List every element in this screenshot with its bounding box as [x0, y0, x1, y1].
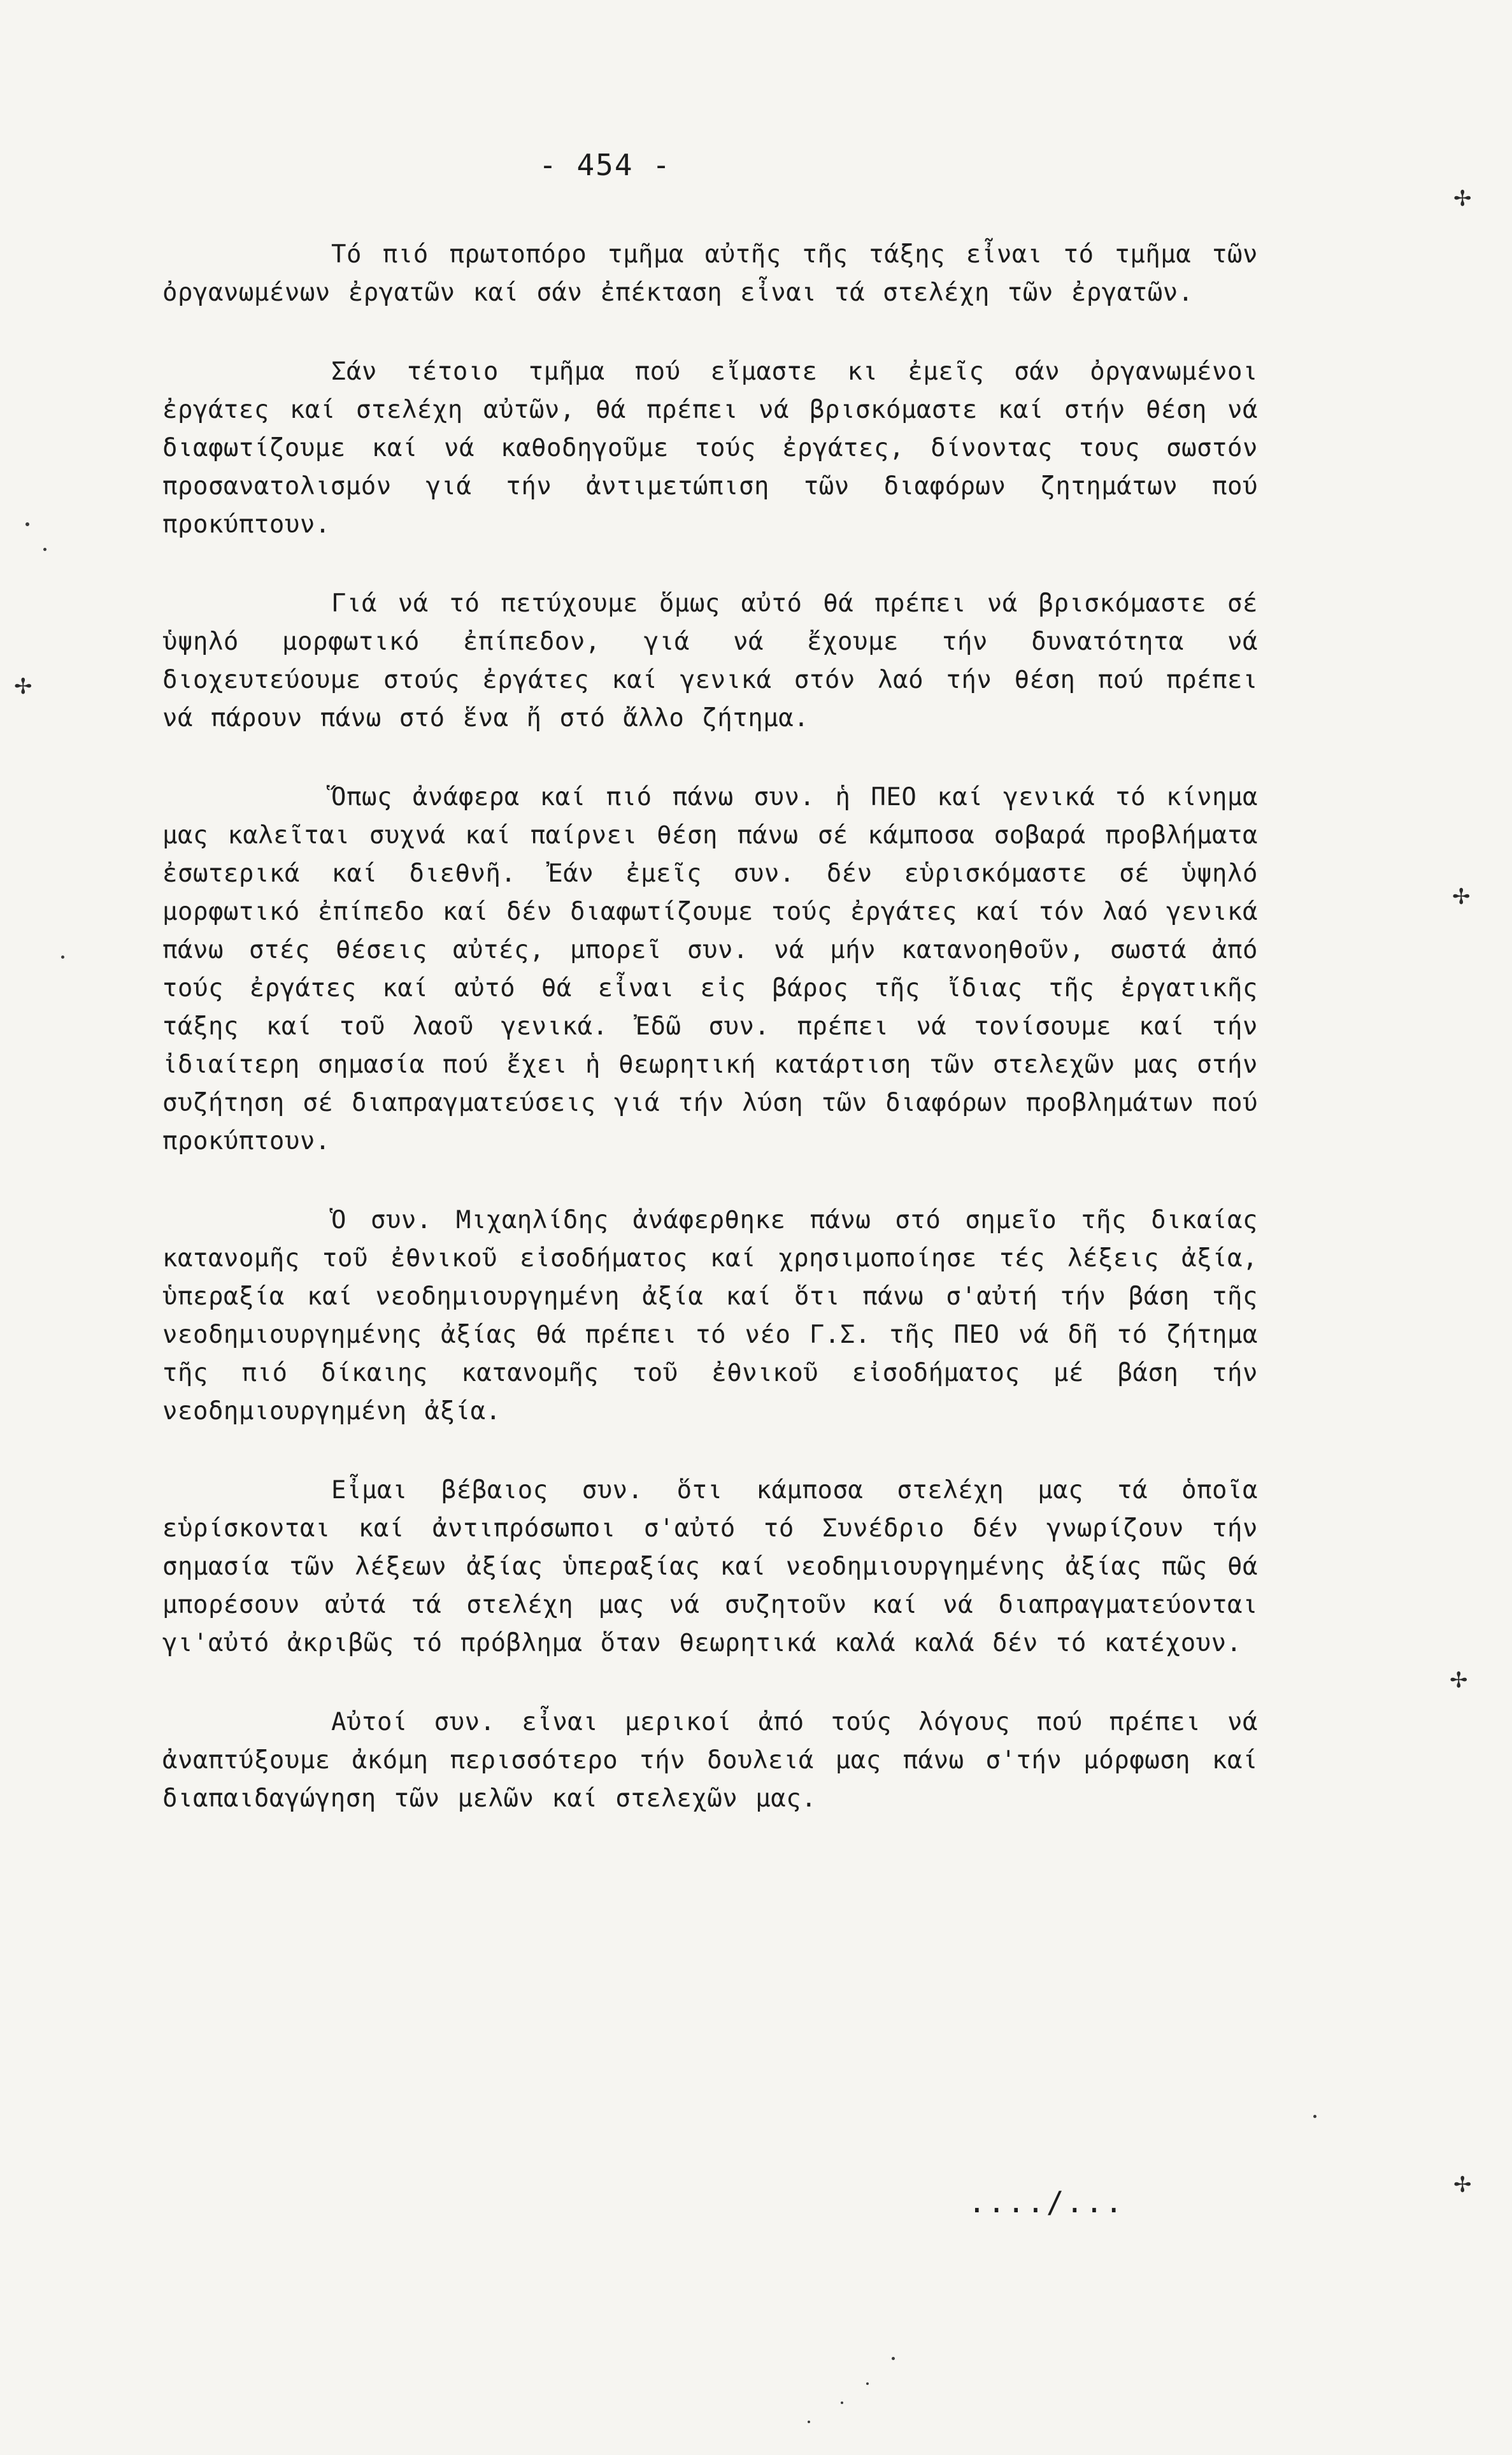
paragraph-4: Ὅπως ἀνάφερα καί πιό πάνω συν. ἡ ΠΕΟ καί γενικά τό κίνημα μας καλεῖται συχνά καί παίρνει θέση πάνω σέ κάμποσα σοβαρά προβλήματα ἐσωτερικά καί διεθνῆ. Ἐάν ἐμεῖς συν. δέν εὑρισκόμαστε σέ ὑψηλό μορφωτικό ἐπίπεδο καί δέν διαφωτίζουμε τούς ἐργάτες καί τόν λαό γενικά πάνω στές θέσεις αὐτές, μπορεῖ συν. νά μήν κατανοηθοῦν, σωστά ἀπό τούς ἐργάτες καί αὐτό θά εἶναι εἰς βάρος τῆς ἴδιας τῆς ἐργατικῆς τάξης καί τοῦ λαοῦ γενικά. Ἐδῶ συν. πρέπει νά τονίσουμε καί τήν ἰδιαίτερη σημασία πού ἔχει ἡ θεωρητική κατάρτιση τῶν στελεχῶν μας στήν συζήτηση σέ διαπραγματεύσεις γιά τήν λύση τῶν διαφόρων προβλημάτων πού προκύπτουν.	[162, 783, 1258, 1156]
paragraph-3: Γιά νά τό πετύχουμε ὅμως αὐτό θά πρέπει νά βρισκόμαστε σέ ὑψηλό μορφωτικό ἐπίπεδον, γιά νά ἔχουμε τήν δυνατότητα νά διοχευτεύουμε στούς ἐργάτες καί γενικά στόν λαό τήν θέση πού πρέπει νά πάρουν πάνω στό ἕνα ἤ στό ἄλλο ζήτημα.	[162, 589, 1258, 733]
paragraph-6: Εἶμαι βέβαιος συν. ὅτι κάμποσα στελέχη μας τά ὁποῖα εὑρίσκονται καί ἀντιπρόσωποι σ'αὐτό τό Συνέδριο δέν γνωρίζουν τήν σημασία τῶν λέξεων ἀξίας ὑπεραξίας καί νεοδημιουργημένης ἀξίας πῶς θά μπορέσουν αὐτά τά στελέχη μας νά συζητοῦν καί νά διαπραγματεύονται γι'αὐτό ἀκριβῶς τό πρόβλημα ὅταν θεωρητικά καλά καλά δέν τό κατέχουν.	[162, 1476, 1258, 1657]
scan-speck	[841, 2401, 843, 2404]
scan-speck	[866, 2382, 869, 2385]
scan-speck	[25, 522, 29, 526]
scan-speck	[892, 2357, 895, 2360]
paragraph-5: Ὁ συν. Μιχαηλίδης ἀνάφερθηκε πάνω στό σημεῖο τῆς δικαίας κατανομῆς τοῦ ἐθνικοῦ εἰσοδήματος καί χρησιμοποίησε τές λέξεις ἀξία, ὑπεραξία καί νεοδημιουργημένη ἀξία καί ὅτι πάνω σ'αὐτή τήν βάση τῆς νεοδημιουργημένης ἀξίας θά πρέπει τό νέο Γ.Σ. τῆς ΠΕΟ νά δῆ τό ζήτημα τῆς πιό δίκαιης κατανομῆς τοῦ ἐθνικοῦ εἰσοδήματος μέ βάση τήν νεοδημιουργημένη ἀξία.	[162, 1206, 1258, 1426]
margin-mark-icon: ✢	[14, 674, 32, 699]
scan-speck	[1313, 2115, 1316, 2118]
paragraph-1: Τό πιό πρωτοπόρο τμῆμα αὐτῆς τῆς τάξης εἶναι τό τμῆμα τῶν ὀργανωμένων ἐργατῶν καί σάν ἐπέκταση εἶναι τά στελέχη τῶν ἐργατῶν.	[162, 240, 1258, 307]
paragraph-7: Αὐτοί συν. εἶναι μερικοί ἀπό τούς λόγους πού πρέπει νά ἀναπτύξουμε ἀκόμη περισσότερο τήν δουλειά μας πάνω σ'τήν μόρφωση καί διαπαιδαγώγηση τῶν μελῶν καί στελεχῶν μας.	[162, 1708, 1258, 1813]
scan-speck	[61, 956, 64, 959]
continuation-mark: ..../...	[968, 2185, 1125, 2219]
margin-mark-icon: ✢	[1452, 884, 1471, 910]
margin-mark-icon: ✢	[1453, 2172, 1472, 2198]
page-number: - 454 -	[539, 148, 671, 182]
scan-speck	[43, 548, 46, 551]
body-text	[162, 236, 1258, 1859]
margin-mark-icon: ✢	[1450, 1668, 1468, 1693]
scan-speck	[808, 2421, 810, 2423]
margin-mark-icon: ✢	[1453, 186, 1472, 211]
paragraph-2: Σάν τέτοιο τμῆμα πού εἴμαστε κι ἐμεῖς σάν ὀργανωμένοι ἐργάτες καί στελέχη αὐτῶν, θά πρέπει νά βρισκόμαστε καί στήν θέση νά διαφωτίζουμε καί νά καθοδηγοῦμε τούς ἐργάτες, δίνοντας τους σωστόν προσανατολισμόν γιά τήν ἀντιμετώπιση τῶν διαφόρων ζητημάτων πού προκύπτουν.	[162, 357, 1258, 539]
